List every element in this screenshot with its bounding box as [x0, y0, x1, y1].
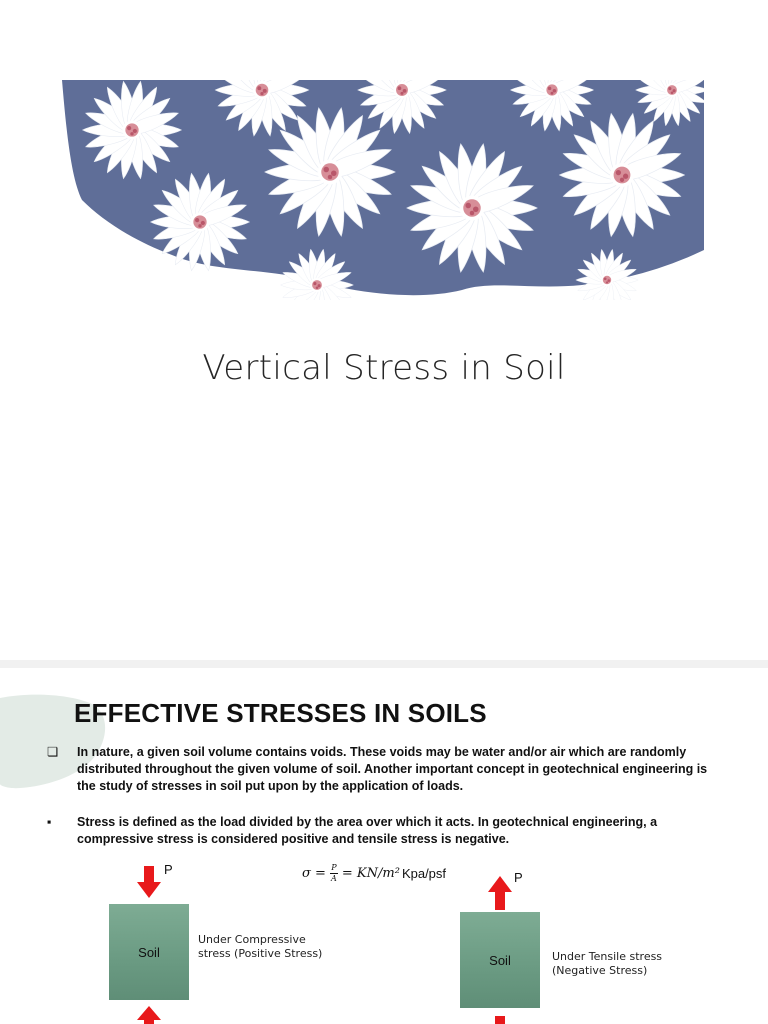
load-label-right: P: [514, 870, 523, 885]
paragraph-voids: [47, 744, 712, 795]
down-arrow-icon: [137, 866, 161, 900]
caption-tensile: [552, 950, 662, 978]
paragraph-stress: [47, 814, 712, 848]
soil-label-right: Soil: [489, 952, 511, 968]
up-arrow-icon: [488, 876, 512, 910]
slide-title: Vertical Stress in Soil: [202, 348, 566, 388]
down-arrow-icon: [488, 1016, 512, 1024]
up-arrow-icon: [137, 1006, 161, 1024]
formula-numerator: P: [331, 863, 337, 872]
checkbox-bullet-icon: ❏: [47, 745, 59, 759]
content-slide: [0, 668, 768, 1024]
soil-box-left: [109, 904, 189, 1000]
paragraph-stress-text: Stress is defined as the load divided by the area over which it acts. In geotechnical engineering, a compressive stress is considered positive and tensile stress is negative.: [77, 815, 658, 846]
formula-denominator: A: [331, 874, 337, 883]
formula-fraction: [330, 864, 338, 883]
formula-rhs: = KN/m²: [341, 866, 400, 881]
slide-divider: [0, 660, 768, 668]
soil-box-right: [460, 912, 540, 1008]
soil-label-left: Soil: [138, 944, 160, 960]
caption-tensile-line2: (Negative Stress): [552, 964, 648, 977]
caption-compressive-line2: stress (Positive Stress): [198, 947, 323, 960]
formula-sigma: σ =: [302, 866, 326, 881]
formula-units: Kpa/psf: [401, 866, 447, 881]
daisy-flowers-illustration: [62, 80, 704, 300]
paragraph-voids-text: In nature, a given soil volume contains voids. These voids may be water and/or air which are randomly distributed throughout the given volume of soil. Another important concept in geotechnical engineering is the study of stresses in soil put upon by the application of loads.: [77, 745, 708, 793]
caption-compressive-line1: Under Compressive: [198, 933, 306, 946]
slide-heading: EFFECTIVE STRESSES IN SOILS: [74, 698, 487, 728]
load-label-left: P: [164, 862, 173, 877]
square-bullet-icon: ▪: [47, 815, 52, 829]
caption-compressive: [198, 933, 322, 961]
caption-tensile-line1: Under Tensile stress: [552, 950, 663, 963]
stress-formula: [302, 864, 446, 883]
